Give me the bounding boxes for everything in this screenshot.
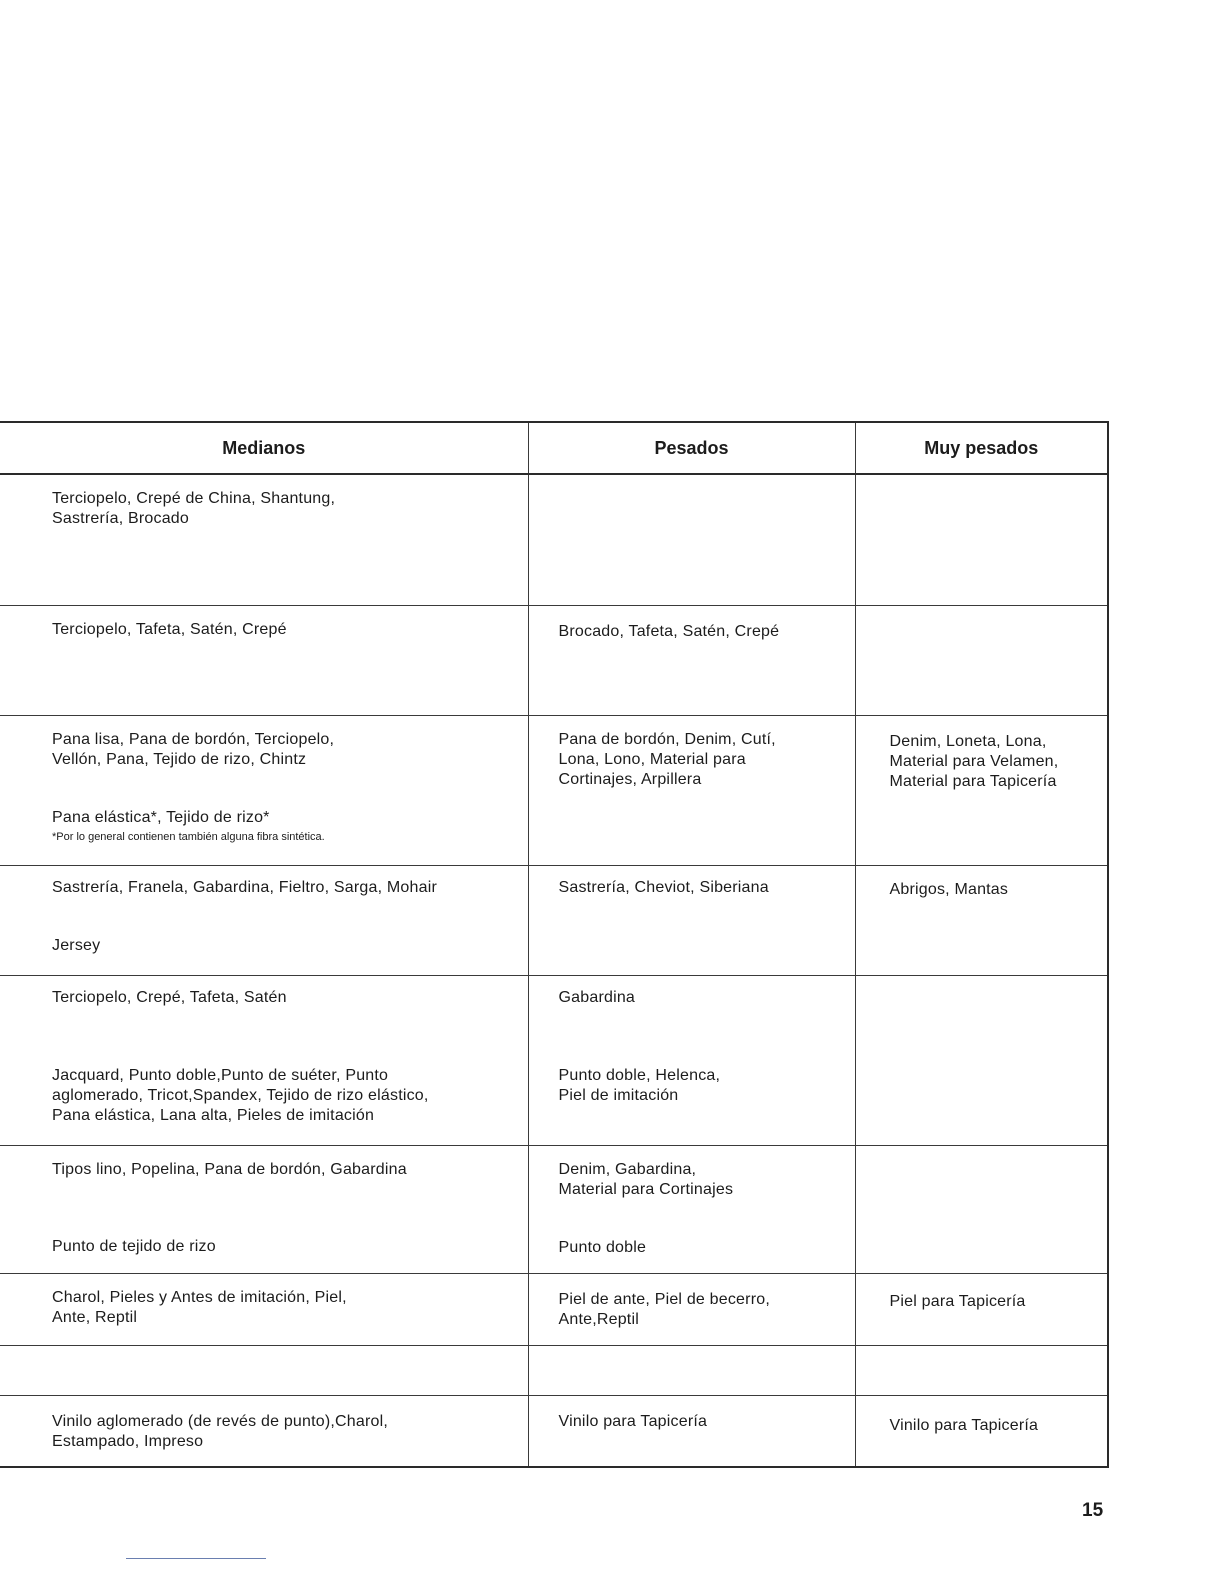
cell-text-secondary: Punto de tejido de rizo (52, 1237, 216, 1255)
cell-text: Sastrería, Cheviot, Siberiana (558, 878, 769, 896)
cell-text: Denim, Gabardina, Material para Cortinajes (558, 1160, 734, 1198)
cell-pesados (528, 1145, 855, 1273)
cell-muy-pesados (855, 1395, 1108, 1467)
cell-text: Pana lisa, Pana de bordón, Terciopelo, Vellón, Pana, Tejido de rizo, Chintz (52, 730, 335, 768)
cell-muy-pesados (855, 865, 1108, 975)
cell-text: Sastrería, Franela, Gabardina, Fieltro, Sarga, Mohair (52, 878, 437, 896)
cell-text: Terciopelo, Tafeta, Satén, Crepé (52, 620, 287, 638)
table-row (0, 474, 1108, 605)
cell-medianos (0, 1395, 528, 1467)
cell-text: Vinilo para Tapicería (889, 1416, 1039, 1434)
cell-pesados (528, 715, 855, 865)
cell-text: Vinilo aglomerado (de revés de punto),Charol, Estampado, Impreso (52, 1412, 389, 1450)
cell-muy-pesados (855, 1273, 1108, 1345)
cell-muy-pesados (855, 605, 1108, 715)
cell-medianos (0, 715, 528, 865)
table-row (0, 1345, 1108, 1395)
cell-text-secondary: Jersey (52, 936, 101, 954)
table-row (0, 605, 1108, 715)
cell-pesados (528, 1345, 855, 1395)
cell-pesados (528, 865, 855, 975)
footnote: *Por lo general contienen también alguna fibra sintética. (52, 830, 325, 843)
table-row (0, 1145, 1108, 1273)
cell-pesados (528, 975, 855, 1145)
cell-text: Gabardina (558, 988, 636, 1006)
cell-text: Pana de bordón, Denim, Cutí, Lona, Lono, Material para Cortinajes, Arpillera (558, 730, 776, 788)
cell-text: Brocado, Tafeta, Satén, Crepé (558, 622, 780, 640)
table-row (0, 1395, 1108, 1467)
cell-medianos (0, 605, 528, 715)
cell-medianos (0, 975, 528, 1145)
table-row (0, 715, 1108, 865)
cell-muy-pesados (855, 1145, 1108, 1273)
scan-artifact-line (126, 1558, 266, 1559)
cell-medianos (0, 1145, 528, 1273)
header-muy-pesados: Muy pesados (855, 422, 1108, 474)
cell-medianos (0, 1273, 528, 1345)
cell-text: Tipos lino, Popelina, Pana de bordón, Gabardina (52, 1160, 407, 1178)
cell-medianos (0, 1345, 528, 1395)
cell-text-secondary: Punto doble (558, 1238, 647, 1256)
cell-text: Piel para Tapicería (889, 1292, 1026, 1310)
cell-medianos (0, 474, 528, 605)
cell-text: Charol, Pieles y Antes de imitación, Piel, Ante, Reptil (52, 1288, 347, 1326)
cell-text-secondary: Punto doble, Helenca, Piel de imitación (558, 1066, 721, 1104)
cell-text-secondary: Pana elástica*, Tejido de rizo* (52, 808, 270, 826)
cell-text: Denim, Loneta, Lona, Material para Velamen, Material para Tapicería (889, 732, 1059, 790)
page-number: 15 (1082, 1500, 1104, 1521)
cell-text: Vinilo para Tapicería (558, 1412, 708, 1430)
cell-muy-pesados (855, 715, 1108, 865)
cell-pesados (528, 1395, 855, 1467)
table-header-row (0, 422, 1108, 474)
cell-muy-pesados (855, 474, 1108, 605)
header-medianos: Medianos (0, 422, 528, 474)
cell-pesados (528, 605, 855, 715)
cell-text-secondary: Jacquard, Punto doble,Punto de suéter, Punto aglomerado, Tricot,Spandex, Tejido de rizo elástico, Pana elástica, Lana alta, Pieles de imitación (52, 1066, 429, 1124)
cell-muy-pesados (855, 975, 1108, 1145)
table-row (0, 1273, 1108, 1345)
table-row (0, 975, 1108, 1145)
table-row (0, 865, 1108, 975)
fabric-weight-table (0, 421, 1109, 1468)
cell-pesados (528, 1273, 855, 1345)
cell-muy-pesados (855, 1345, 1108, 1395)
header-pesados: Pesados (528, 422, 855, 474)
cell-text: Piel de ante, Piel de becerro, Ante,Reptil (558, 1290, 770, 1328)
cell-text: Terciopelo, Crepé de China, Shantung, Sastrería, Brocado (52, 490, 336, 527)
cell-medianos (0, 865, 528, 975)
cell-text: Abrigos, Mantas (889, 880, 1009, 898)
cell-pesados (528, 474, 855, 605)
cell-text: Terciopelo, Crepé, Tafeta, Satén (52, 988, 287, 1006)
